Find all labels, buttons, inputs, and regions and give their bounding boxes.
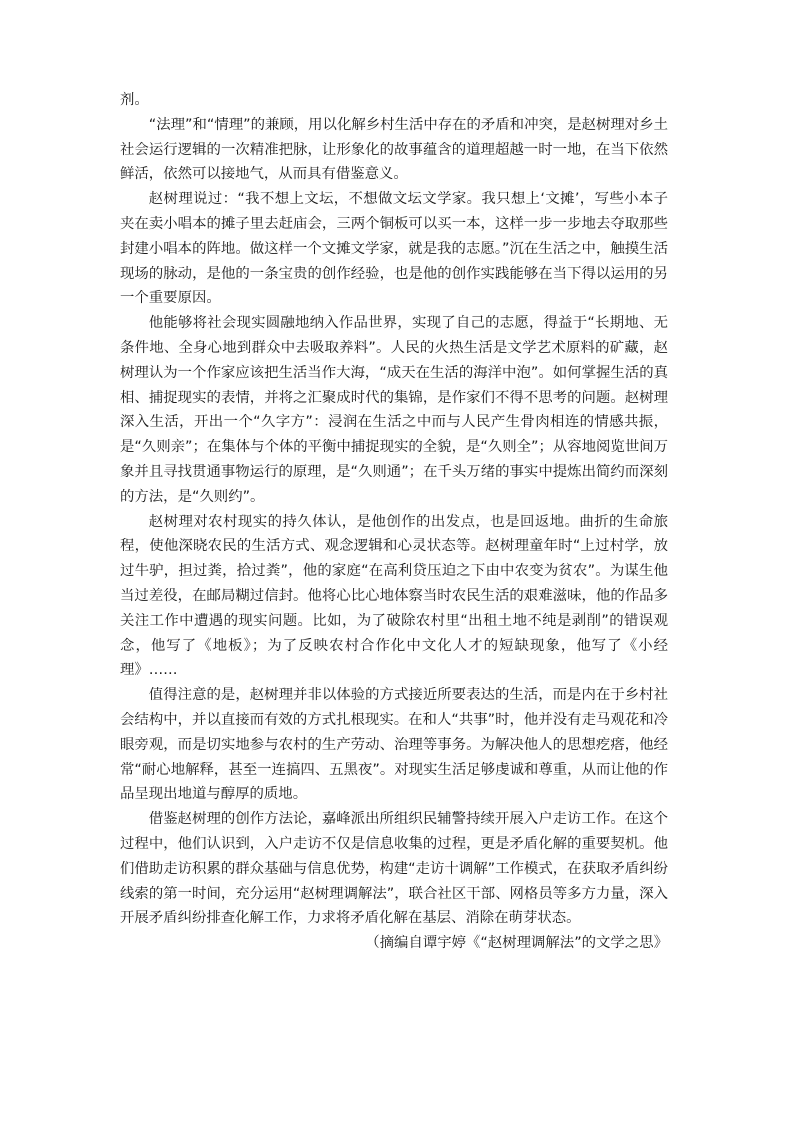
article-body <box>120 88 668 956</box>
paragraph: 赵树理说过：“我不想上文坛，不想做文坛文学家。我只想上‘文摊’，写些小本子夹在卖小唱本的摊子里去赶庙会，三两个铜板可以买一本，这样一步一步地去夺取那些封建小唱本的阵地。做这样一个文摊文学家，就是我的志愿。”沉在生活之中，触摸生活现场的脉动，是他的一条宝贵的创作经验，也是他的创作实践能够在当下得以运用的另一个重要原因。 <box>120 191 668 307</box>
paragraph: 他能够将社会现实圆融地纳入作品世界，实现了自己的志愿，得益于“长期地、无条件地、全身心地到群众中去吸取养料”。人民的火热生活是文学艺术原料的矿藏，赵树理认为一个作家应该把生活当作大海，“成天在生活的海洋中泡”。如何掌握生活的真相、捕捉现实的表情，并将之汇聚成时代的集锦，是作家们不得不思考的问题。赵树理深入生活，开出一个“久字方”：浸润在生活之中而与人民产生骨肉相连的情感共振，是“久则亲”；在集体与个体的平衡中捕捉现实的全貌，是“久则全”；从容地阅览世间万象并且寻找贯通事物运行的原理，是“久则通”；在千头万绪的事实中提炼出简约而深刻的方法，是“久则约”。 <box>120 315 668 505</box>
paragraph: “法理”和“情理”的兼顾，用以化解乡村生活中存在的矛盾和冲突，是赵树理对乡土社会运行逻辑的一次精准把脉，让形象化的故事蕴含的道理超越一时一地，在当下依然鲜活，依然可以接地气，从而具有借鉴意义。 <box>120 116 668 183</box>
paragraph-continuation: 剂。 <box>120 92 149 108</box>
paragraph: 赵树理对农村现实的持久体认，是他创作的出发点，也是回返地。曲折的生命旅程，使他深晓农民的生活方式、观念逻辑和心灵状态等。赵树理童年时“上过村学，放过牛驴，担过粪，拾过粪”，他的家庭“在高利贷压迫之下由中农变为贫农”。为谋生他当过差役，在邮局糊过信封。他将心比心地体察当时农民生活的艰难滋味，他的作品多关注工作中遭遇的现实问题。比如，为了破除农村里“出租土地不纯是剥削”的错误观念，他写了《地板》；为了反映农村合作化中文化人才的短缺现象，他写了《小经理》…… <box>120 513 668 679</box>
paragraph: 借鉴赵树理的创作方法论，嘉峰派出所组织民辅警持续开展入户走访工作。在这个过程中，他们认识到，入户走访不仅是信息收集的过程，更是矛盾化解的重要契机。他们借助走访积累的群众基础与信息优势，构建“走访十调解”工作模式，在获取矛盾纠纷线索的第一时间，充分运用“赵树理调解法”，联合社区干部、网格员等多方力量，深入开展矛盾纠纷排查化解工作，力求将矛盾化解在基层、消除在萌芽状态。 <box>120 811 668 927</box>
source-citation: （摘编自谭宇婷《“赵树理调解法”的文学之思》 <box>365 935 668 952</box>
paragraph: 值得注意的是，赵树理并非以体验的方式接近所要表达的生活，而是内在于乡村社会结构中，并以直接而有效的方式扎根现实。在和人“共事”时，他并没有走马观花和冷眼旁观，而是切实地参与农村的生产劳动、治理等事务。为解决他人的思想疙瘩，他经常“耐心地解释，甚至一连搞四、五黑夜”。对现实生活足够虔诚和尊重，从而让他的作品呈现出地道与醇厚的质地。 <box>120 687 668 803</box>
